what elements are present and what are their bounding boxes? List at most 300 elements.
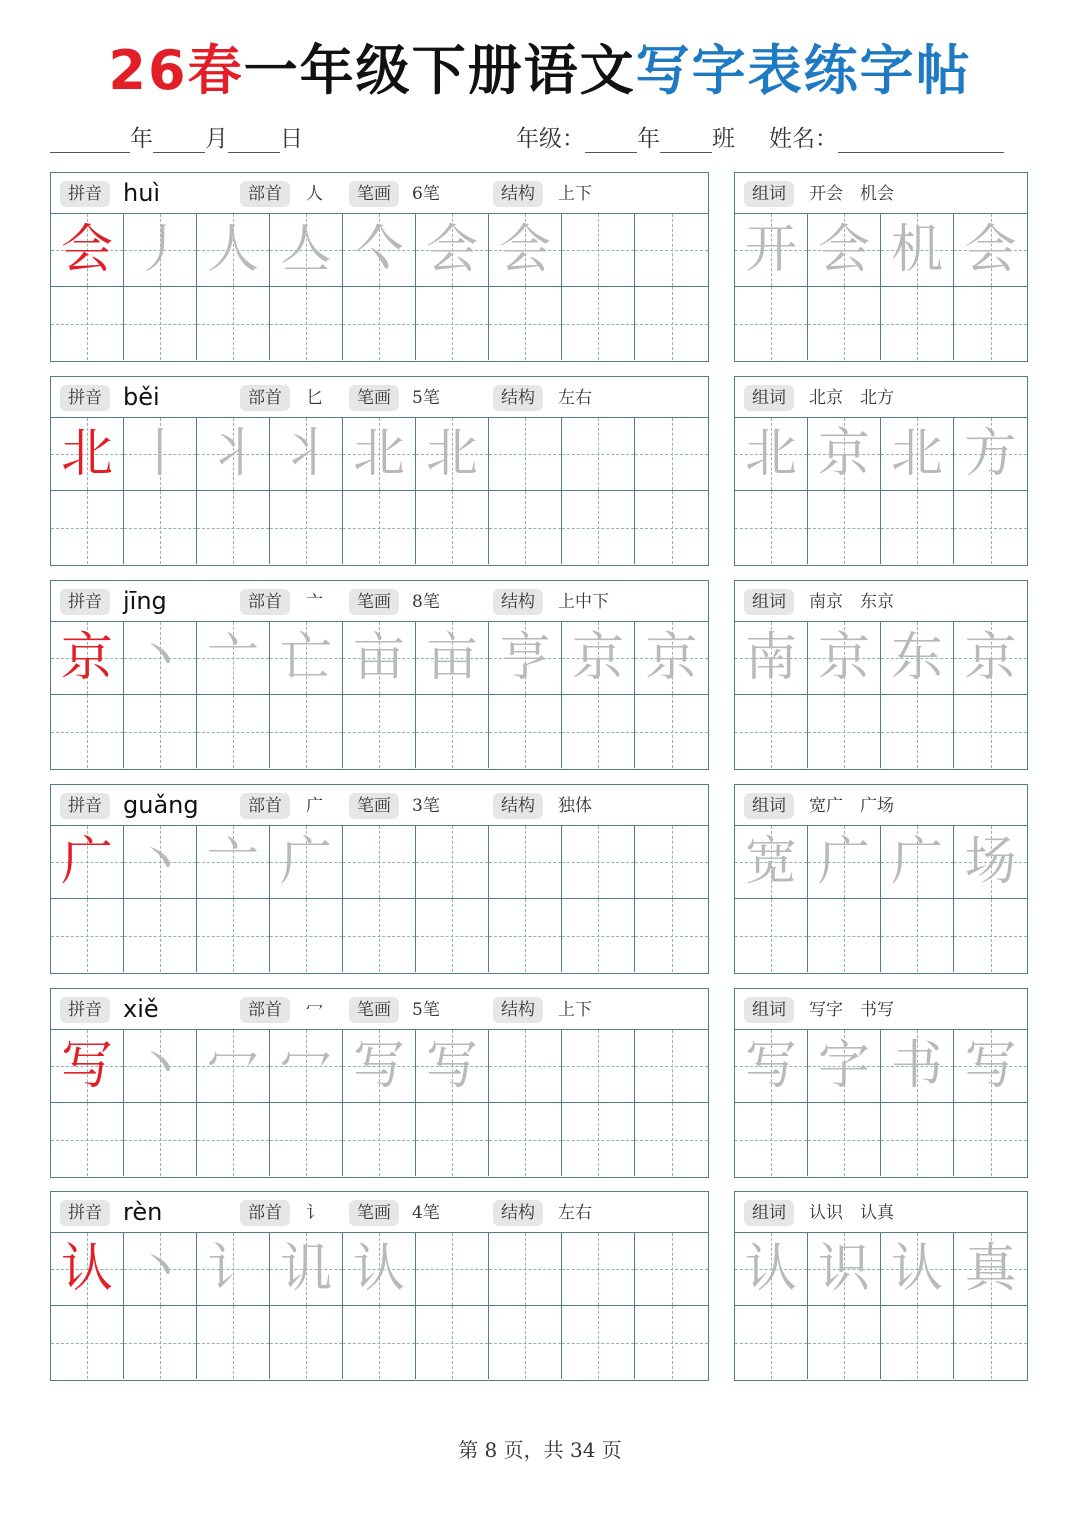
- writing-cell[interactable]: [124, 214, 197, 287]
- writing-cell[interactable]: [489, 418, 562, 491]
- writing-cell[interactable]: [808, 1306, 881, 1379]
- writing-cell[interactable]: [808, 622, 881, 695]
- writing-cell[interactable]: [735, 1306, 808, 1379]
- writing-cell[interactable]: [489, 1103, 562, 1176]
- word-trace-character: 真: [964, 1239, 1017, 1299]
- word-practice-box: [734, 784, 1028, 974]
- stroke-step-character: 京: [571, 628, 624, 688]
- word-trace-character: 认: [890, 1239, 943, 1299]
- writing-cell[interactable]: [808, 214, 881, 287]
- writing-cell[interactable]: [124, 287, 197, 360]
- writing-cell[interactable]: [124, 1233, 197, 1306]
- writing-cell[interactable]: [954, 287, 1027, 360]
- date-line: [50, 120, 303, 156]
- pinyin-value: xiě: [123, 995, 159, 1023]
- stroke-practice-box: [50, 1191, 709, 1381]
- writing-cell[interactable]: [51, 622, 124, 695]
- writing-cell[interactable]: [735, 287, 808, 360]
- writing-cell[interactable]: [808, 695, 881, 768]
- writing-cell[interactable]: [270, 622, 343, 695]
- writing-cell[interactable]: [51, 418, 124, 491]
- stroke-practice-box: [50, 784, 709, 974]
- writing-cell[interactable]: [735, 899, 808, 972]
- writing-cell[interactable]: [489, 491, 562, 564]
- writing-cell[interactable]: [954, 1233, 1027, 1306]
- writing-cell[interactable]: [635, 1306, 708, 1379]
- writing-cell[interactable]: [562, 214, 635, 287]
- writing-cell[interactable]: [416, 622, 489, 695]
- strokes-tag: 笔画: [349, 385, 399, 411]
- stroke-step-character: 亡: [279, 628, 332, 688]
- writing-cell[interactable]: [562, 418, 635, 491]
- words-value: 宽广 广场: [809, 796, 894, 816]
- writing-cell[interactable]: [954, 214, 1027, 287]
- writing-cell[interactable]: [270, 1233, 343, 1306]
- writing-cell[interactable]: [881, 1103, 954, 1176]
- writing-cell[interactable]: [881, 899, 954, 972]
- words-tag: 组词: [744, 385, 794, 411]
- month-label: 月: [205, 126, 228, 152]
- writing-cell[interactable]: [735, 491, 808, 564]
- writing-cell[interactable]: [635, 826, 708, 899]
- radical-value: 匕: [306, 388, 323, 408]
- writing-cell[interactable]: [954, 1306, 1027, 1379]
- writing-cell[interactable]: [51, 287, 124, 360]
- writing-cell[interactable]: [343, 287, 416, 360]
- year-label: 年: [130, 126, 153, 152]
- stroke-header: [51, 989, 708, 1030]
- writing-cell[interactable]: [197, 287, 270, 360]
- class-blank[interactable]: [660, 127, 712, 153]
- writing-cell[interactable]: [954, 622, 1027, 695]
- writing-cell[interactable]: [197, 622, 270, 695]
- stroke-header: [51, 785, 708, 826]
- writing-cell[interactable]: [416, 1233, 489, 1306]
- word-trace-character: 机: [890, 220, 943, 280]
- structure-value: 上中下: [558, 592, 609, 612]
- writing-cell[interactable]: [270, 418, 343, 491]
- radical-tag: 部首: [240, 181, 290, 207]
- writing-cell[interactable]: [416, 899, 489, 972]
- writing-cell[interactable]: [562, 287, 635, 360]
- writing-cell[interactable]: [562, 1103, 635, 1176]
- structure-tag: 结构: [493, 181, 543, 207]
- radical-tag: 部首: [240, 589, 290, 615]
- word-trace-character: 京: [964, 628, 1017, 688]
- structure-value: 左右: [558, 388, 592, 408]
- writing-cell[interactable]: [416, 287, 489, 360]
- writing-cell[interactable]: [635, 418, 708, 491]
- writing-cell[interactable]: [635, 899, 708, 972]
- writing-cell[interactable]: [416, 826, 489, 899]
- page-footer: 第 8 页，共 34 页: [458, 1438, 622, 1462]
- name-label: 姓名：: [769, 126, 838, 152]
- writing-cell[interactable]: [416, 1103, 489, 1176]
- stroke-header: [51, 173, 708, 214]
- writing-cell[interactable]: [489, 622, 562, 695]
- writing-cell[interactable]: [124, 491, 197, 564]
- word-trace-character: 北: [890, 424, 943, 484]
- writing-cell[interactable]: [489, 899, 562, 972]
- stroke-step-character: 丶: [133, 1239, 186, 1299]
- writing-cell[interactable]: [416, 418, 489, 491]
- writing-cell[interactable]: [51, 491, 124, 564]
- strokes-tag: 笔画: [349, 181, 399, 207]
- word-trace-character: 字: [817, 1036, 870, 1096]
- writing-cell[interactable]: [954, 1030, 1027, 1103]
- year-blank[interactable]: [50, 127, 130, 153]
- words-value: 认识 认真: [809, 1203, 894, 1223]
- word-header: [735, 173, 1027, 214]
- writing-cell[interactable]: [343, 491, 416, 564]
- structure-value: 独体: [558, 796, 592, 816]
- word-trace-character: 开: [744, 220, 797, 280]
- writing-cell[interactable]: [270, 695, 343, 768]
- writing-cell[interactable]: [343, 1030, 416, 1103]
- strokes-value: 8笔: [412, 592, 440, 612]
- word-practice-box: [734, 988, 1028, 1178]
- pinyin-value: rèn: [123, 1198, 163, 1226]
- writing-cell[interactable]: [562, 695, 635, 768]
- writing-cell[interactable]: [270, 491, 343, 564]
- writing-cell[interactable]: [808, 826, 881, 899]
- stroke-header: [51, 377, 708, 418]
- writing-cell[interactable]: [635, 1233, 708, 1306]
- writing-cell[interactable]: [735, 214, 808, 287]
- writing-cell[interactable]: [881, 418, 954, 491]
- writing-cell[interactable]: [51, 899, 124, 972]
- writing-cell[interactable]: [270, 826, 343, 899]
- writing-cell[interactable]: [808, 1103, 881, 1176]
- writing-cell[interactable]: [881, 1306, 954, 1379]
- radical-tag: 部首: [240, 793, 290, 819]
- writing-cell[interactable]: [808, 418, 881, 491]
- writing-cell[interactable]: [489, 214, 562, 287]
- writing-cell[interactable]: [416, 1306, 489, 1379]
- stroke-step-character: 丨: [133, 424, 186, 484]
- writing-cell[interactable]: [808, 1030, 881, 1103]
- writing-cell[interactable]: [343, 622, 416, 695]
- writing-cell[interactable]: [343, 1306, 416, 1379]
- writing-cell[interactable]: [270, 214, 343, 287]
- char-section: [50, 1191, 1028, 1381]
- writing-cell[interactable]: [270, 899, 343, 972]
- word-trace-character: 场: [964, 832, 1017, 892]
- writing-cell[interactable]: [735, 418, 808, 491]
- word-header: [735, 989, 1027, 1030]
- word-trace-character: 识: [817, 1239, 870, 1299]
- writing-cell[interactable]: [51, 1233, 124, 1306]
- writing-cell[interactable]: [808, 899, 881, 972]
- word-trace-character: 方: [964, 424, 1017, 484]
- writing-cell[interactable]: [197, 214, 270, 287]
- words-tag: 组词: [744, 793, 794, 819]
- writing-cell[interactable]: [489, 1233, 562, 1306]
- stroke-step-character: 亠: [206, 832, 259, 892]
- writing-cell[interactable]: [416, 695, 489, 768]
- strokes-tag: 笔画: [349, 997, 399, 1023]
- stroke-step-character: 冖: [206, 1036, 259, 1096]
- stroke-step-character: 讠: [206, 1239, 259, 1299]
- stroke-step-character: 亼: [279, 220, 332, 280]
- structure-tag: 结构: [493, 589, 543, 615]
- writing-cell[interactable]: [635, 622, 708, 695]
- grade-label: 年级：: [516, 126, 585, 152]
- title-part-3: 写字表练字帖: [635, 39, 972, 102]
- radical-value: 讠: [306, 1203, 323, 1223]
- writing-cell[interactable]: [635, 214, 708, 287]
- word-grid: [735, 622, 1027, 769]
- strokes-tag: 笔画: [349, 1200, 399, 1226]
- word-practice-box: [734, 1191, 1028, 1381]
- writing-cell[interactable]: [197, 1233, 270, 1306]
- word-trace-character: 广: [817, 832, 870, 892]
- stroke-step-character: 会: [425, 220, 478, 280]
- words-value: 北京 北方: [809, 388, 894, 408]
- stroke-step-character: 亩: [425, 628, 478, 688]
- words-tag: 组词: [744, 589, 794, 615]
- pinyin-tag: 拼音: [60, 1200, 110, 1226]
- model-character: 认: [60, 1239, 113, 1299]
- structure-tag: 结构: [493, 997, 543, 1023]
- writing-cell[interactable]: [954, 899, 1027, 972]
- writing-cell[interactable]: [881, 1030, 954, 1103]
- writing-cell[interactable]: [735, 826, 808, 899]
- writing-cell[interactable]: [562, 899, 635, 972]
- name-blank[interactable]: [838, 127, 1004, 153]
- pinyin-tag: 拼音: [60, 589, 110, 615]
- model-character: 京: [60, 628, 113, 688]
- writing-cell[interactable]: [808, 287, 881, 360]
- writing-cell[interactable]: [562, 622, 635, 695]
- writing-cell[interactable]: [197, 491, 270, 564]
- stroke-step-character: 丿: [133, 220, 186, 280]
- stroke-header: [51, 581, 708, 622]
- radical-value: 冖: [306, 1000, 323, 1020]
- writing-cell[interactable]: [635, 695, 708, 768]
- writing-cell[interactable]: [808, 1233, 881, 1306]
- structure-tag: 结构: [493, 385, 543, 411]
- structure-tag: 结构: [493, 1200, 543, 1226]
- writing-cell[interactable]: [735, 695, 808, 768]
- writing-cell[interactable]: [124, 1030, 197, 1103]
- grade-year-label: 年: [637, 126, 660, 152]
- stroke-step-character: 认: [352, 1239, 405, 1299]
- radical-value: 亠: [306, 592, 323, 612]
- pinyin-value: huì: [123, 179, 161, 207]
- stroke-step-character: 广: [279, 832, 332, 892]
- writing-cell[interactable]: [51, 214, 124, 287]
- stroke-step-character: 北: [352, 424, 405, 484]
- writing-cell[interactable]: [416, 491, 489, 564]
- words-value: 南京 东京: [809, 592, 894, 612]
- writing-cell[interactable]: [562, 1233, 635, 1306]
- writing-cell[interactable]: [51, 1103, 124, 1176]
- writing-cell[interactable]: [51, 826, 124, 899]
- writing-cell[interactable]: [881, 695, 954, 768]
- writing-cell[interactable]: [197, 1030, 270, 1103]
- day-blank[interactable]: [228, 127, 280, 153]
- word-trace-character: 认: [744, 1239, 797, 1299]
- strokes-value: 4笔: [412, 1203, 440, 1223]
- structure-tag: 结构: [493, 793, 543, 819]
- writing-cell[interactable]: [562, 826, 635, 899]
- words-tag: 组词: [744, 1200, 794, 1226]
- stroke-step-character: 北: [425, 424, 478, 484]
- writing-cell[interactable]: [735, 1030, 808, 1103]
- writing-cell[interactable]: [881, 1233, 954, 1306]
- writing-cell[interactable]: [343, 1233, 416, 1306]
- page-title: [0, 38, 1080, 104]
- writing-cell[interactable]: [124, 1103, 197, 1176]
- writing-cell[interactable]: [124, 695, 197, 768]
- writing-cell[interactable]: [124, 418, 197, 491]
- writing-cell[interactable]: [954, 695, 1027, 768]
- writing-cell[interactable]: [416, 1030, 489, 1103]
- stroke-step-character: 亩: [352, 628, 405, 688]
- stroke-step-character: 写: [425, 1036, 478, 1096]
- writing-cell[interactable]: [489, 695, 562, 768]
- stroke-practice-box: [50, 580, 709, 770]
- stroke-grid: [51, 1233, 708, 1380]
- stroke-step-character: 人: [206, 220, 259, 280]
- writing-cell[interactable]: [197, 826, 270, 899]
- pinyin-value: guǎng: [123, 791, 199, 819]
- writing-cell[interactable]: [954, 418, 1027, 491]
- writing-cell[interactable]: [270, 1030, 343, 1103]
- word-header: [735, 785, 1027, 826]
- writing-cell[interactable]: [343, 826, 416, 899]
- writing-cell[interactable]: [881, 491, 954, 564]
- writing-cell[interactable]: [635, 1030, 708, 1103]
- writing-cell[interactable]: [270, 1306, 343, 1379]
- writing-cell[interactable]: [343, 1103, 416, 1176]
- writing-cell[interactable]: [735, 1233, 808, 1306]
- writing-cell[interactable]: [124, 899, 197, 972]
- pinyin-tag: 拼音: [60, 385, 110, 411]
- writing-cell[interactable]: [343, 695, 416, 768]
- radical-value: 人: [306, 184, 323, 204]
- char-section: [50, 376, 1028, 566]
- writing-cell[interactable]: [881, 287, 954, 360]
- writing-cell[interactable]: [635, 1103, 708, 1176]
- writing-cell[interactable]: [735, 1103, 808, 1176]
- word-practice-box: [734, 580, 1028, 770]
- writing-cell[interactable]: [954, 1103, 1027, 1176]
- writing-cell[interactable]: [416, 214, 489, 287]
- char-section: [50, 988, 1028, 1178]
- radical-tag: 部首: [240, 1200, 290, 1226]
- strokes-tag: 笔画: [349, 793, 399, 819]
- word-practice-box: [734, 376, 1028, 566]
- writing-cell[interactable]: [343, 418, 416, 491]
- stroke-step-character: 丬: [206, 424, 259, 484]
- writing-cell[interactable]: [489, 1306, 562, 1379]
- stroke-grid: [51, 214, 708, 361]
- word-trace-character: 京: [817, 628, 870, 688]
- structure-value: 上下: [558, 184, 592, 204]
- words-tag: 组词: [744, 181, 794, 207]
- word-trace-character: 广: [890, 832, 943, 892]
- stroke-step-character: 丬: [279, 424, 332, 484]
- writing-cell[interactable]: [635, 491, 708, 564]
- stroke-practice-box: [50, 172, 709, 362]
- stroke-step-character: 写: [352, 1036, 405, 1096]
- writing-cell[interactable]: [489, 1030, 562, 1103]
- word-grid: [735, 1030, 1027, 1177]
- writing-cell[interactable]: [808, 491, 881, 564]
- writing-cell[interactable]: [343, 214, 416, 287]
- writing-cell[interactable]: [197, 695, 270, 768]
- writing-cell[interactable]: [489, 826, 562, 899]
- writing-cell[interactable]: [954, 491, 1027, 564]
- writing-cell[interactable]: [197, 899, 270, 972]
- model-character: 会: [60, 220, 113, 280]
- strokes-tag: 笔画: [349, 589, 399, 615]
- model-character: 北: [60, 424, 113, 484]
- word-practice-box: [734, 172, 1028, 362]
- writing-cell[interactable]: [197, 418, 270, 491]
- writing-cell[interactable]: [881, 826, 954, 899]
- words-tag: 组词: [744, 997, 794, 1023]
- writing-cell[interactable]: [124, 622, 197, 695]
- writing-cell[interactable]: [51, 695, 124, 768]
- pinyin-value: běi: [123, 383, 160, 411]
- writing-cell[interactable]: [562, 1306, 635, 1379]
- writing-cell[interactable]: [489, 287, 562, 360]
- writing-cell[interactable]: [954, 826, 1027, 899]
- word-trace-character: 南: [744, 628, 797, 688]
- writing-cell[interactable]: [343, 899, 416, 972]
- strokes-value: 5笔: [412, 388, 440, 408]
- title-part-2: 一年级下册语文: [243, 39, 636, 102]
- writing-cell[interactable]: [197, 1306, 270, 1379]
- month-blank[interactable]: [153, 127, 205, 153]
- radical-tag: 部首: [240, 997, 290, 1023]
- word-grid: [735, 1233, 1027, 1380]
- word-trace-character: 书: [890, 1036, 943, 1096]
- writing-cell[interactable]: [51, 1030, 124, 1103]
- writing-cell[interactable]: [735, 622, 808, 695]
- writing-cell[interactable]: [881, 214, 954, 287]
- word-trace-character: 北: [744, 424, 797, 484]
- structure-value: 左右: [558, 1203, 592, 1223]
- grade-blank[interactable]: [585, 127, 637, 153]
- writing-cell[interactable]: [270, 1103, 343, 1176]
- writing-cell[interactable]: [881, 622, 954, 695]
- writing-cell[interactable]: [270, 287, 343, 360]
- writing-cell[interactable]: [51, 1306, 124, 1379]
- writing-cell[interactable]: [635, 287, 708, 360]
- writing-cell[interactable]: [562, 1030, 635, 1103]
- structure-value: 上下: [558, 1000, 592, 1020]
- strokes-value: 3笔: [412, 796, 440, 816]
- word-trace-character: 写: [744, 1036, 797, 1096]
- writing-cell[interactable]: [124, 826, 197, 899]
- writing-cell[interactable]: [197, 1103, 270, 1176]
- day-label: 日: [280, 126, 303, 152]
- writing-cell[interactable]: [562, 491, 635, 564]
- stroke-grid: [51, 826, 708, 973]
- word-grid: [735, 826, 1027, 973]
- stroke-grid: [51, 622, 708, 769]
- stroke-step-character: 丶: [133, 832, 186, 892]
- model-character: 写: [60, 1036, 113, 1096]
- writing-cell[interactable]: [124, 1306, 197, 1379]
- pinyin-tag: 拼音: [60, 997, 110, 1023]
- strokes-value: 5笔: [412, 1000, 440, 1020]
- char-section: [50, 172, 1028, 362]
